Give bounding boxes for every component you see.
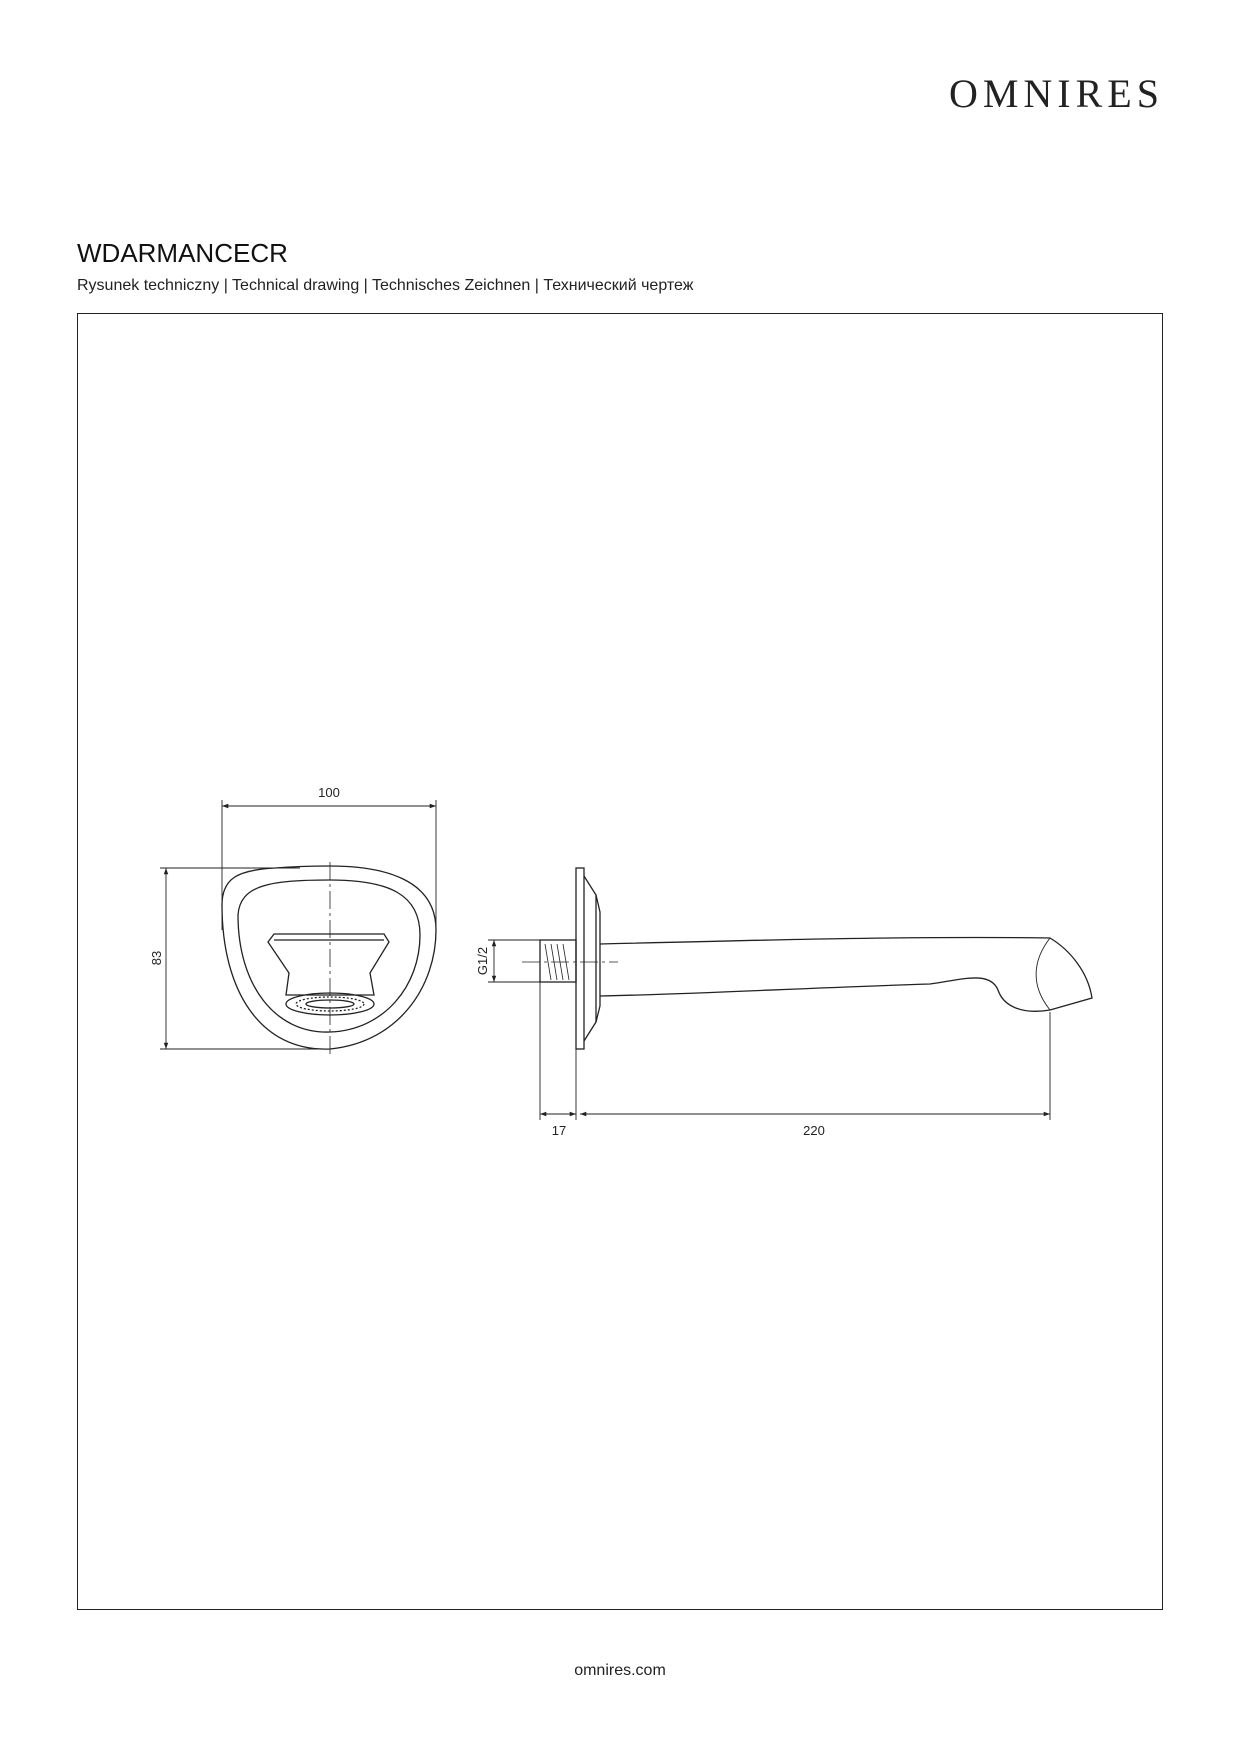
side-wall-plate [576,868,584,1049]
page-subtitle: Rysunek techniczny | Technical drawing | Technisches Zeichnen | Технический чертеж [77,277,694,294]
dim-height-label: 83 [149,950,164,966]
product-code: WDARMANCECR [77,238,288,268]
footer-website[interactable]: omnires.com [574,1662,666,1679]
front-plate-inner [238,880,420,1032]
brand-logo: OMNIRES [948,71,1164,116]
side-plate-bevel [584,876,596,1041]
dim-length [540,982,1050,1120]
dim-thread [488,940,540,982]
front-view [222,866,436,1049]
dim-spout-length-label: 220 [803,1123,825,1138]
side-view [540,868,1092,1049]
dim-thread-label: G1/2 [475,946,490,976]
dim-width [222,800,436,930]
front-plate-outline [222,866,436,1049]
front-spout-body [268,934,389,995]
dim-plate-depth-label: 17 [551,1123,567,1138]
side-spout-body [600,937,1092,1011]
dim-width-label: 100 [318,785,340,800]
dim-height [160,868,330,1049]
